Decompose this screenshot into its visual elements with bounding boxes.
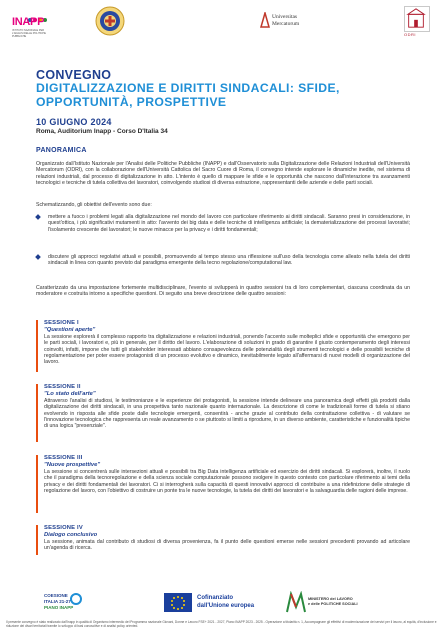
sessions-intro: Caratterizzato da una impostazione fortemente multidisciplinare, l'evento si svilupperà in quattro sessioni tra di loro complementari, ciascuna coordinata da un moderatore e costruita intorno a specifiche questioni. Di seguito una breve descrizione delle quattro sessioni: — [36, 285, 410, 298]
coesione-line1: COESIONE — [44, 593, 68, 598]
event-type: CONVEGNO — [36, 68, 112, 82]
event-date: 10 GIUGNO 2024 — [36, 117, 112, 127]
session-heading: SESSIONE I — [44, 320, 79, 326]
objectives-intro: Schematizzando, gli obiettivi dell'evento sono due: — [36, 202, 152, 208]
odri-label: ODRI — [404, 32, 416, 37]
session-body: La sessione, animata dal contributo di studiosi di diversa provenienza, fa il punto delle questioni emerse nelle sessioni precedenti provando ad articolare un'agenda di ricerca. — [44, 539, 410, 552]
session-heading: SESSIONE II — [44, 384, 81, 390]
eu-flag-icon — [164, 593, 192, 612]
mercatorum-logo — [258, 6, 318, 40]
diamond-bullet-icon — [35, 254, 41, 260]
odri-logo — [398, 6, 434, 40]
objective-text-1: mettere a fuoco i problemi legati alla digitalizzazione nel mondo del lavoro con particolare riferimento ai diritti sindacali. Saranno presi in considerazione, in quest'ottica, i più significativi mutamenti in atto: l'avvento dei big data e delle tecniche di intelligenza artificiale; la dematerializzazione dei processi lavorativi; l'isolamento crescente dei lavoratori; le nuove minacce per la privacy e i diritti fondamentali; — [48, 214, 410, 233]
diamond-bullet-icon — [35, 214, 41, 220]
university-seal-icon — [95, 6, 125, 36]
session-accent-bar — [36, 320, 38, 372]
ministry-labour-logo — [286, 591, 410, 615]
objective-text-2: discutere gli approcci regolativi attuali e possibili, promuovendo al tempo stesso una riflessione sull'uso della tecnologia come alleato nella tutela dei diritti sindacali in linea con quanto previsto dal paradigma emergente della tecno regolazione/computational law. — [48, 254, 410, 267]
coesione-ring-icon — [70, 593, 82, 605]
session-accent-bar — [36, 384, 38, 442]
coesione-line2: ITALIA 21-27 — [44, 599, 71, 604]
funding-footnote: Il presente convegno è stato realizzato dall'Inapp in qualità di Organismo intermedio del Programma nazionale Giovani, Donne e Lavoro FSE+ 2021 - 2027, Piano INAPP 2023 - 2025 - Operazione a titolarità n. 1, Accompagnare gli effettivi di modernizzazione dei servizi per il lavoro, al equità, d'inclusione e riduzione dei divari territoriali tramite lo sviluppo di basi conoscitive e di analisi policy oriented. — [6, 620, 437, 628]
session-accent-bar — [36, 525, 38, 555]
eu-line2: dall'Unione europea — [197, 603, 255, 609]
coesione-line3: PIANO INAPP — [44, 605, 74, 610]
ministry-line1: MINISTERO del LAVORO — [308, 597, 353, 601]
ministry-mark-icon — [286, 591, 306, 613]
session-2 — [36, 384, 410, 442]
cattolica-seal-logo — [95, 6, 125, 40]
session-1 — [36, 320, 410, 372]
inapp-dots-icon — [28, 9, 48, 15]
coesione-italia-logo — [40, 591, 84, 615]
session-body: La sessione esplorerà il complesso rapporto tra digitalizzazione e relazioni industriali, ponendo l'accento sulle molteplici sfide e opportunità che emergono per le parti sociali, i lavoratori e, più in generale, per il diritto del lavoro. L'elaborazione di soluzioni in grado di garantire il giusto contemperamento degli interessi coinvolti, infatti, impone che tutti gli stakeholder interessati abbiano consapevolezza delle potenzialità degli strumenti tecnologici e delle possibili tecniche di regolamentazione per poter essere protagonisti di un processo evolutivo e dinamico, inevitabilmente legato all'affermarsi di nuovi modelli di organizzazione del lavoro. — [44, 334, 410, 365]
odri-building-icon — [404, 6, 430, 32]
session-accent-bar — [36, 455, 38, 513]
session-heading: SESSIONE IV — [44, 525, 83, 531]
ministry-line2: e delle POLITICHE SOCIALI — [308, 602, 358, 606]
session-heading: SESSIONE III — [44, 455, 83, 461]
session-3 — [36, 455, 410, 513]
inapp-subtitle: ISTITUTO NAZIONALE PER L'ANALISI DELLE POLITICHE PUBBLICHE — [12, 29, 46, 38]
intro-paragraph: Organizzato dall'Istituto Nazionale per l'Analisi delle Politiche Pubbliche (INAPP) e dall'Osservatorio sulla Digitalizzazione delle Relazioni Industriali dell'Università Mercatorum (ODRI), con la collaborazione dell'Università Cattolica del Sacro Cuore di Roma, il convegno intende esplorare le dinamiche inedite, nel sistema di relazioni industriali, dal processo di digitalizzazione in atto. L'intento è quello di mappare le sfide e le opportunità che nascono dall'interazione tra avanzamenti tecnologici e tecniche di tutela collettiva dei lavoratori, coinvolgendo studiosi di diversa estrazione, rappresentanti delle aziende e delle parti sociali. — [36, 161, 410, 186]
session-subtitle: "Questioni aperte" — [44, 327, 96, 333]
eu-line1: Cofinanziato — [197, 595, 233, 601]
event-location: Roma, Auditorium Inapp - Corso D'Italia 34 — [36, 128, 168, 135]
header-logos — [10, 6, 434, 40]
session-subtitle: Dialogo conclusivo — [44, 532, 98, 538]
inapp-wordmark: INAPP — [12, 16, 45, 28]
session-4 — [36, 525, 410, 555]
session-body: La sessione si concentrerà sulle intersezioni attuali e possibili tra Big Data intelligenza artificiale ed esercizio dei diritti sindacali. Si esplorerà, inoltre, il ruolo che il paradigma della tecnoregolazione e della scienza sociale computazionale possono svolgere in questo contesto con particolare riferimento ai temi della privacy e dei diritti fondamentali dei lavoratori. Ci si interrogherà sulla capacità di questi innovativi approcci di contribuire a una ridefinizione delle strategie di regolazione del lavoro, con l'obiettivo di costruire un ponte tra le nuove tecnologie, la tutela dei diritti dei lavoratori e la salvaguardia delle ragioni delle imprese. — [44, 469, 410, 494]
eu-cofunded-logo — [164, 591, 264, 615]
page-title: DIGITALIZZAZIONE E DIRITTI SINDACALI: SFIDE, OPPORTUNITÀ, PROSPETTIVE — [36, 81, 340, 109]
session-body: Attraverso l'analisi di studiosi, le testimonianze e le esperienze dei protagonisti, la sessione intende delineare una panoramica degli effetti già prodotti dalla digitalizzazione dei diritti sindacali, in una prospettiva tanto nazionale quanto internazionale. La descrizione di come le tradizionali forme di tutela si stiano evolvendo in risposta alle sfide poste dalle tecnologie emergenti, consentirà - anche grazie al contributo della contrattazione collettiva - di valutare se l'innovazione tecnologica che rappresenta un reale avanzamento o se piuttosto si limiti a riprodurre, in un diverso ambiente, caratteristiche e funzionalità tipiche di una logica "presenziale". — [44, 398, 410, 429]
session-subtitle: "Lo stato dell'arte" — [44, 391, 96, 397]
inapp-logo — [10, 6, 52, 40]
section-heading-panoramica: PANORAMICA — [36, 147, 87, 154]
footer-logos — [40, 591, 410, 615]
mercatorum-mark-icon — [260, 12, 270, 28]
mercatorum-line1: Universitas — [272, 14, 298, 20]
session-subtitle: "Nuove prospettive" — [44, 462, 101, 468]
mercatorum-line2: Mercatorum — [272, 21, 300, 27]
